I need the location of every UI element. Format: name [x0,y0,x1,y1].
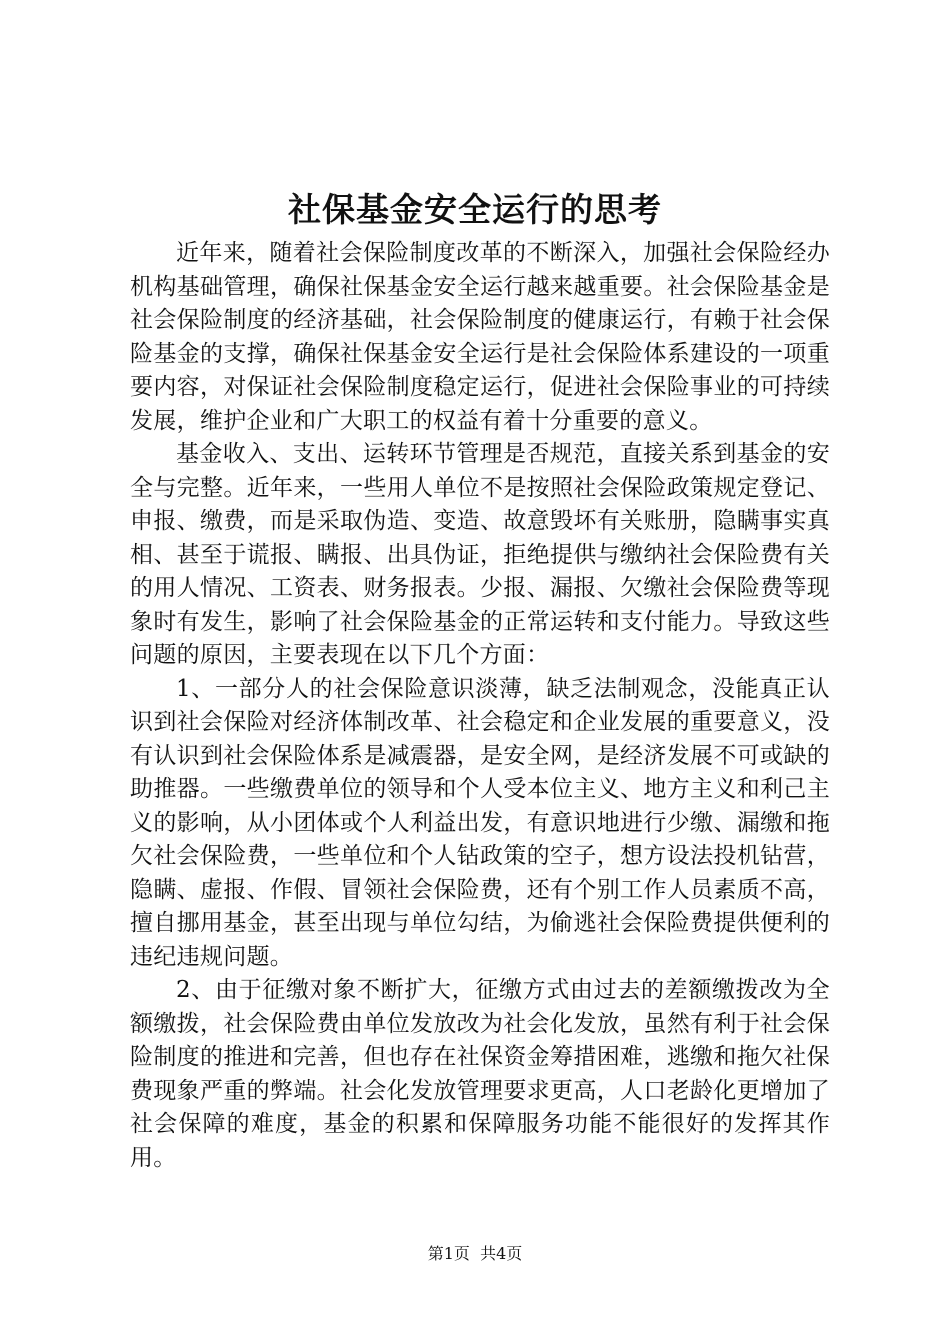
document-body [130,237,830,1175]
paragraph-reason-1: 1、一部分人的社会保险意识淡薄，缺乏法制观念，没能真正认识到社会保险对经济体制改革、社会稳定和企业发展的重要意义，没有认识到社会保险体系是减震器，是安全网，是经济发展不可或缺的助推器。一些缴费单位的领导和个人受本位主义、地方主义和利己主义的影响，从小团体或个人利益出发，有意识地进行少缴、漏缴和拖欠社会保险费，一些单位和个人钻政策的空子，想方设法投机钻营，隐瞒、虚报、作假、冒领社会保险费，还有个别工作人员素质不高，擅自挪用基金，甚至出现与单位勾结，为偷逃社会保险费提供便利的违纪违规问题。 [130,675,830,970]
page-number-footer: 第1页 共4页 [427,1244,523,1263]
document-title: 社保基金安全运行的思考 [288,190,662,229]
paragraph-reason-2: 2、由于征缴对象不断扩大，征缴方式由过去的差额缴拨改为全额缴拨，社会保险费由单位发放改为社会化发放，虽然有利于社会保险制度的推进和完善，但也存在社保资金筹措困难，逃缴和拖欠社保费现象严重的弊端。社会化发放管理要求更高，人口老龄化更增加了社会保障的难度，基金的积累和保障服务功能不能很好的发挥其作用。 [130,977,830,1171]
paragraph-fund-management: 基金收入、支出、运转环节管理是否规范，直接关系到基金的安全与完整。近年来，一些用人单位不是按照社会保险政策规定登记、申报、缴费，而是采取伪造、变造、故意毁坏有关账册，隐瞒事实真相、甚至于谎报、瞒报、出具伪证，拒绝提供与缴纳社会保险费有关的用人情况、工资表、财务报表。少报、漏报、欠缴社会保险费等现象时有发生，影响了社会保险基金的正常运转和支付能力。导致这些问题的原因，主要表现在以下几个方面： [130,441,830,668]
paragraph-intro: 近年来，随着社会保险制度改革的不断深入，加强社会保险经办机构基础管理，确保社保基金安全运行越来越重要。社会保险基金是社会保险制度的经济基础，社会保险制度的健康运行，有赖于社会保险基金的支撑，确保社保基金安全运行是社会保险体系建设的一项重要内容，对保证社会保险制度稳定运行，促进社会保险事业的可持续发展，维护企业和广大职工的权益有着十分重要的意义。 [130,240,830,434]
